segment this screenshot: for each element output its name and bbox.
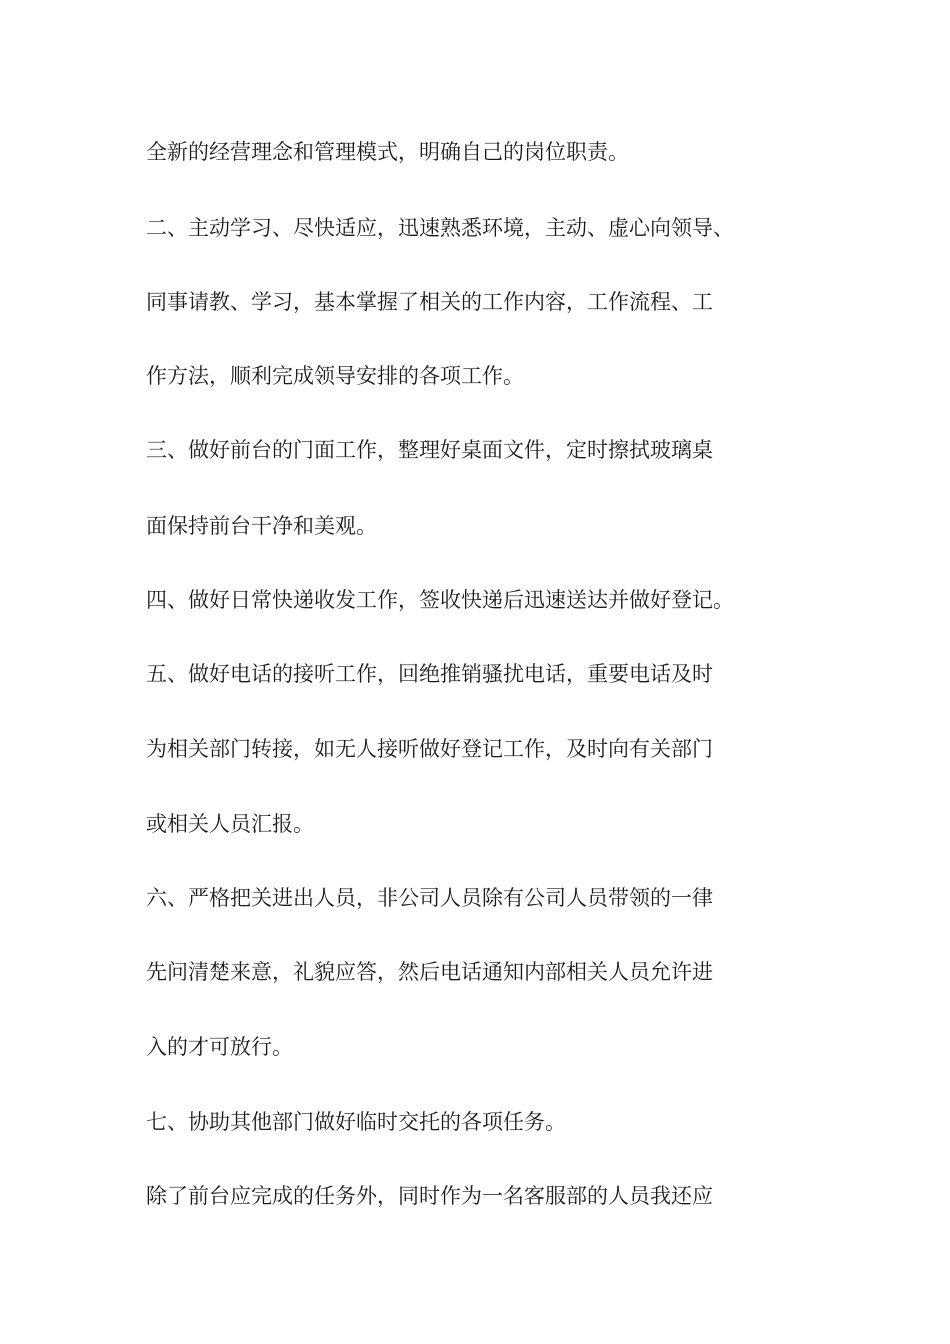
text-line: 除了前台应完成的任务外，同时作为一名客服部的人员我还应 xyxy=(146,1184,713,1208)
text-line: 全新的经营理念和管理模式，明确自己的岗位职责。 xyxy=(146,140,629,164)
text-line: 或相关人员汇报。 xyxy=(146,812,314,836)
text-line: 面保持前台干净和美观。 xyxy=(146,514,377,538)
text-line: 同事请教、学习，基本掌握了相关的工作内容，工作流程、工 xyxy=(146,290,713,314)
text-line: 作方法，顺利完成领导安排的各项工作。 xyxy=(146,364,524,388)
text-line: 为相关部门转接，如无人接听做好登记工作，及时向有关部门 xyxy=(146,737,713,761)
text-line: 四、做好日常快递收发工作，签收快递后迅速送达并做好登记。 xyxy=(146,588,734,612)
text-line: 六、严格把关进出人员，非公司人员除有公司人员带领的一律 xyxy=(146,886,713,910)
text-line: 五、做好电话的接听工作，回绝推销骚扰电话，重要电话及时 xyxy=(146,662,713,686)
text-line: 二、主动学习、尽快适应，迅速熟悉环境，主动、虚心向领导、 xyxy=(146,216,734,240)
text-line: 七、协助其他部门做好临时交托的各项任务。 xyxy=(146,1110,566,1134)
text-line: 先问清楚来意，礼貌应答，然后电话通知内部相关人员允许进 xyxy=(146,960,713,984)
text-line: 三、做好前台的门面工作，整理好桌面文件，定时擦拭玻璃桌 xyxy=(146,438,713,462)
text-line: 入的才可放行。 xyxy=(146,1035,293,1059)
